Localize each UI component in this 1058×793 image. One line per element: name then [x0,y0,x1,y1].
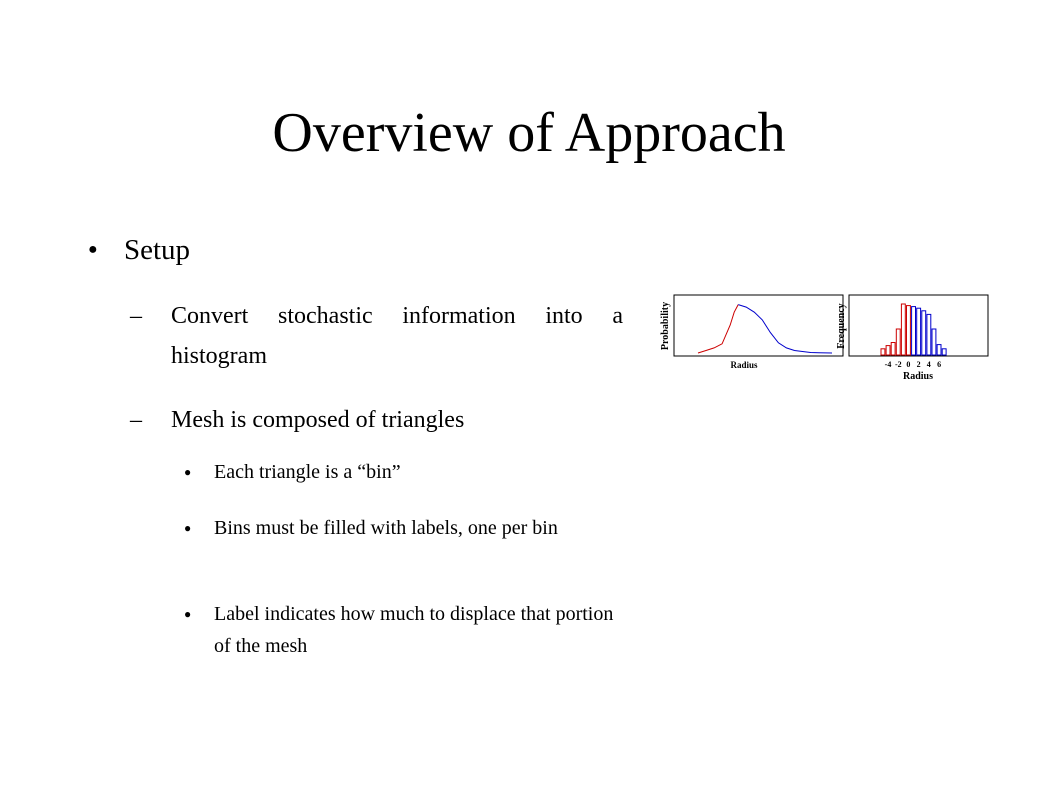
bullet-dot-icon: ● [184,465,192,479]
slide-title: Overview of Approach [272,102,786,164]
x-tick-label: 4 [926,360,931,369]
bullet-text: Bins must be filled with labels, one per bin [214,517,558,539]
bullet-dot-icon: ● [88,241,98,258]
histogram-bar [886,346,890,355]
x-axis-label: Radius [730,360,758,370]
histogram-bar [937,345,941,355]
x-tick-label: 6 [937,360,942,369]
bullet-text: Mesh is composed of triangles [171,407,465,433]
histogram-bar [942,349,946,355]
histogram-bar [927,314,931,355]
x-tick-label: -2 [894,360,902,369]
series-line [738,305,832,353]
histogram-bar [896,329,900,355]
y-axis-label: Probability [660,301,671,351]
histogram-bar [907,306,911,355]
series-line [698,305,738,353]
bullet-text: Each triangle is a “bin” [214,461,401,483]
frequency-chart [836,295,988,382]
y-axis-label: Frequency [836,303,847,349]
bullet-dot-icon: ● [184,521,192,535]
bullet-dash-icon: – [130,407,142,433]
x-tick-label: 2 [916,360,921,369]
bullet-dot-icon: ● [184,607,192,621]
histogram-bar [891,343,895,356]
x-axis-label: Radius [902,371,934,382]
plot-frame [849,295,988,356]
plot-frame [674,295,843,356]
histogram-bar [901,304,905,355]
histogram-bar [932,329,936,355]
probability-chart [660,295,843,370]
bullet-text: Convert stochastic information into a histogram [171,303,623,369]
x-tick-label: 0 [906,360,911,369]
histogram-bar [881,349,885,355]
histogram-figure [652,290,997,385]
bullet-text: Setup [124,234,191,266]
bullet-dash-icon: – [130,303,142,329]
x-tick-label: -4 [884,360,892,369]
histogram-bar [917,308,921,355]
histogram-bar [912,307,916,355]
bullet-text: Label indicates how much to displace that portion of the mesh [214,603,614,657]
histogram-bar [922,311,926,355]
